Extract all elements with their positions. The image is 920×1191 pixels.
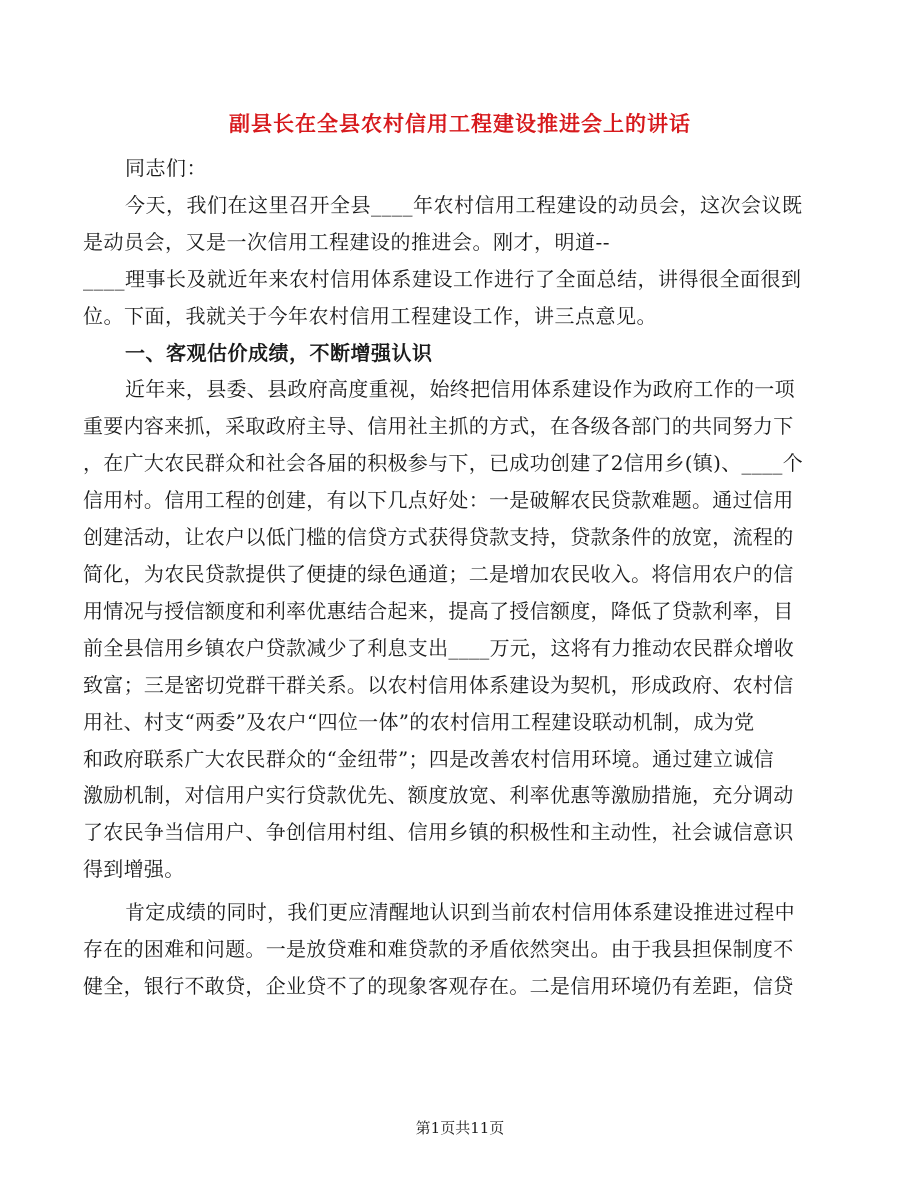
text-line: 用社、村支“两委”及农户“四位一体”的农村信用工程建设联动机制，成为党 bbox=[83, 709, 755, 734]
text-line: 致富；三是密切党群干群关系。以农村信用体系建设为契机，形成政府、农村信 bbox=[83, 672, 794, 697]
text-line: 激励机制，对信用户实行贷款优先、额度放宽、利率优惠等激励措施，充分调动 bbox=[83, 783, 794, 808]
paragraph-intro bbox=[83, 187, 825, 335]
text-line: 今天，我们在这里召开全县____年农村信用工程建设的动员会，这次会议既 bbox=[125, 192, 803, 217]
text-line: 得到增强。 bbox=[83, 857, 185, 882]
text-line: 和政府联系广大农民群众的“金纽带”；四是改善农村信用环境。通过建立诚信 bbox=[83, 746, 774, 771]
paragraph-problems bbox=[83, 894, 825, 1005]
text-line: 重要内容来抓，采取政府主导、信用社主抓的方式，在各级各部门的共同努力下 bbox=[83, 414, 794, 439]
text-line: 是动员会，又是一次信用工程建设的推进会。刚才，明道-- bbox=[83, 229, 611, 254]
text-line: 肯定成绩的同时，我们更应清醒地认识到当前农村信用体系建设推进过程中 bbox=[125, 900, 795, 925]
text-line: ____理事长及就近年来农村信用体系建设工作进行了全面总结，讲得很全面很到 bbox=[83, 266, 802, 291]
text-line: 前全县信用乡镇农户贷款减少了利息支出____万元，这将有力推动农民群众增收 bbox=[83, 635, 795, 660]
document-body bbox=[83, 150, 825, 1005]
text-line: 位。下面，我就关于今年农村信用工程建设工作，讲三点意见。 bbox=[83, 303, 657, 328]
text-line: 简化，为农民贷款提供了便捷的绿色通道；二是增加农民收入。将信用农户的信 bbox=[83, 561, 794, 586]
section-heading: 一、客观估价成绩，不断增强认识 bbox=[125, 340, 433, 365]
document-title: 副县长在全县农村信用工程建设推进会上的讲话 bbox=[229, 111, 691, 136]
text-line: 健全，银行不敢贷，企业贷不了的现象客观存在。二是信用环境仍有差距，信贷 bbox=[83, 973, 794, 998]
text-line: 用情况与授信额度和利率优惠结合起来，提高了授信额度，降低了贷款利率，目 bbox=[83, 598, 794, 623]
salutation: 同志们： bbox=[125, 156, 207, 180]
text-line: ，在广大农民群众和社会各届的积极参与下，已成功创建了2信用乡(镇)、____个 bbox=[83, 451, 804, 476]
text-line: 了农民争当信用户、争创信用村组、信用乡镇的积极性和主动性，社会诚信意识 bbox=[83, 820, 794, 845]
text-line: 信用村。信用工程的创建，有以下几点好处：一是破解农民贷款难题。通过信用 bbox=[83, 488, 794, 513]
text-line: 近年来，县委、县政府高度重视，始终把信用体系建设作为政府工作的一项 bbox=[125, 377, 795, 402]
page-number-footer: 第1页共11页 bbox=[415, 1119, 505, 1137]
text-line: 创建活动，让农户以低门槛的信贷方式获得贷款支持，贷款条件的放宽，流程的 bbox=[83, 525, 794, 550]
text-line: 存在的困难和问题。一是放贷难和难贷款的矛盾依然突出。由于我县担保制度不 bbox=[83, 937, 794, 962]
paragraph-achievements bbox=[83, 371, 825, 888]
